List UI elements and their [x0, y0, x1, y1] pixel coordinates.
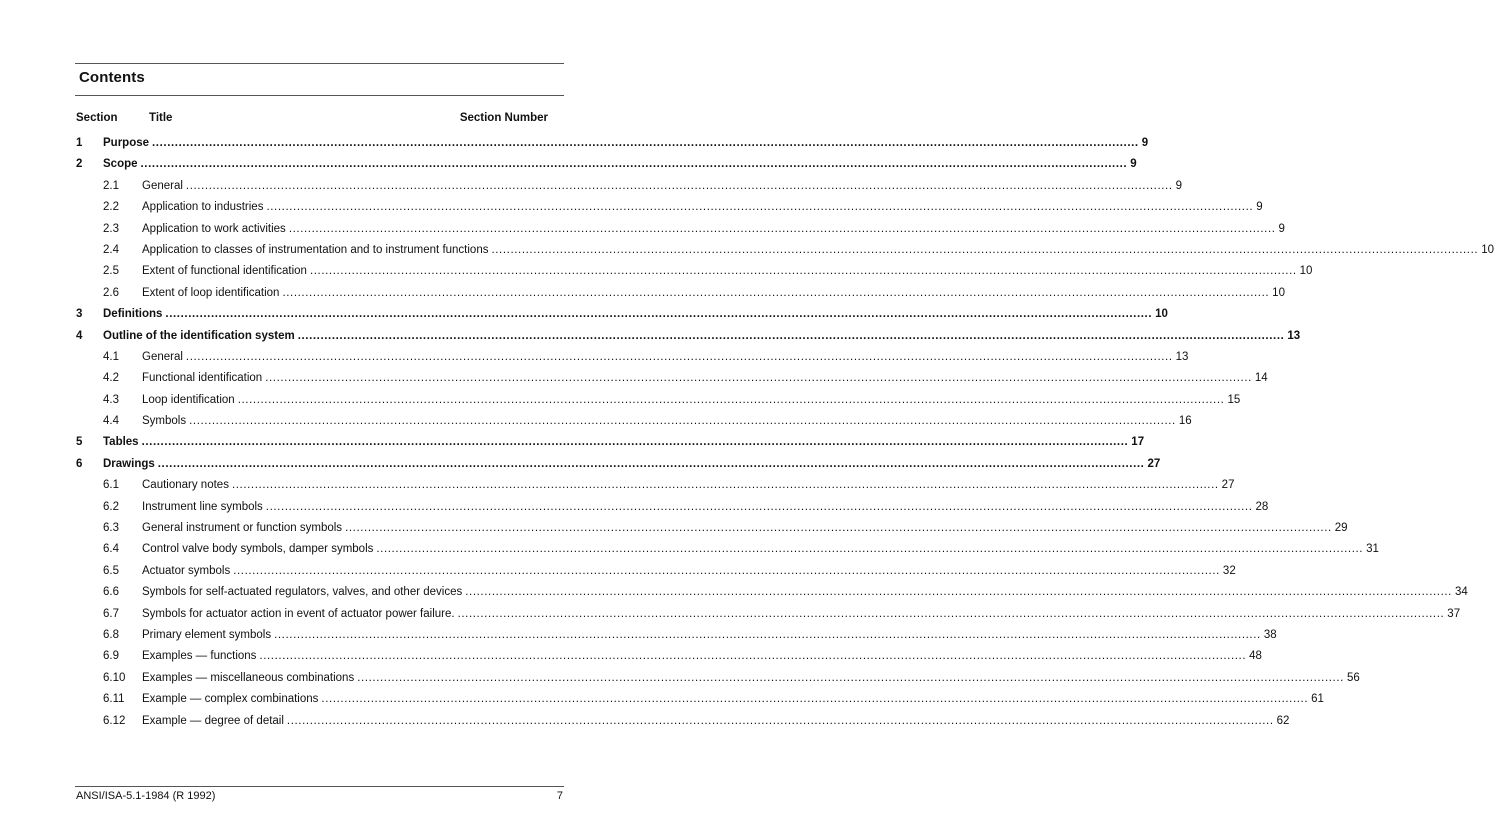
toc-entry-page: 9	[1141, 137, 1149, 149]
toc-entry-line	[142, 585, 1468, 599]
toc-entry[interactable]	[0, 390, 1241, 411]
dot-leader: ....................................................................................................................................................................................................................................................................	[266, 201, 1254, 214]
dot-leader: ....................................................................................................................................................................................................................................................................	[152, 137, 1139, 149]
toc-entry[interactable]	[0, 261, 1313, 282]
toc-entry-line	[142, 671, 1360, 685]
dot-leader: ....................................................................................................................................................................................................................................................................	[288, 222, 1276, 235]
footer-document-id: ANSI/ISA-5.1-1984 (R 1992)	[76, 790, 216, 802]
toc-entry-line	[103, 329, 1301, 343]
toc-entry-page: 61	[1311, 693, 1324, 706]
toc-entry-number: 2	[76, 158, 83, 171]
toc-entry[interactable]	[0, 711, 1290, 732]
toc-entry-page: 34	[1454, 586, 1468, 599]
dot-leader: ....................................................................................................................................................................................................................................................................	[457, 607, 1445, 620]
toc-entry-line	[142, 371, 1268, 385]
toc-entry-page: 9	[1278, 222, 1285, 235]
toc-entry-number: 4.2	[103, 372, 119, 385]
toc-entry-title: Example — degree of detail	[142, 714, 284, 727]
toc-entry-page: 10	[1299, 265, 1313, 278]
toc-entry-title: Outline of the identification system	[103, 329, 295, 342]
toc-entry-title: Application to classes of instrumentation and to instrument functions	[142, 243, 489, 256]
dot-leader: ....................................................................................................................................................................................................................................................................	[265, 372, 1252, 385]
toc-entry-title: Actuator symbols	[142, 564, 231, 577]
toc-entry-page: 15	[1227, 393, 1241, 406]
dot-leader: ....................................................................................................................................................................................................................................................................	[141, 436, 1129, 449]
toc-entry-page: 48	[1249, 650, 1262, 663]
toc-entry[interactable]	[0, 454, 1161, 475]
toc-entry-title: Functional identification	[142, 372, 263, 385]
toc-entry-page: 62	[1276, 714, 1290, 727]
toc-entry-page: 27	[1147, 457, 1161, 470]
toc-entry-title: General instrument or function symbols	[142, 522, 343, 535]
toc-entry-page: 17	[1131, 436, 1145, 449]
toc-entry-title: General	[142, 350, 183, 363]
toc-entry-title: Tables	[103, 436, 139, 449]
column-header-title: Title	[149, 112, 173, 124]
dot-leader: ....................................................................................................................................................................................................................................................................	[282, 286, 1270, 299]
toc-entry-page: 14	[1254, 372, 1268, 385]
toc-entry-title: Cautionary notes	[142, 479, 229, 492]
toc-entry-number: 3	[76, 308, 83, 321]
toc-entry-title: Control valve body symbols, damper symbols	[142, 543, 374, 556]
toc-entry-number: 6.5	[103, 564, 119, 577]
dot-leader: ....................................................................................................................................................................................................................................................................	[297, 329, 1285, 342]
toc-entry-number: 2.6	[103, 286, 119, 299]
toc-entry-title: Definitions	[103, 308, 163, 321]
toc-entry[interactable]	[0, 432, 1145, 453]
toc-entry-page: 28	[1255, 500, 1269, 513]
dot-leader: ....................................................................................................................................................................................................................................................................	[376, 543, 1364, 556]
toc-entry-number: 4.4	[103, 415, 119, 428]
dot-leader: ....................................................................................................................................................................................................................................................................	[231, 479, 1219, 492]
toc-entry[interactable]	[0, 646, 1262, 667]
toc-entry-page: 31	[1366, 543, 1379, 556]
toc-entry-line	[142, 179, 1183, 193]
toc-entry-number: 5	[76, 436, 83, 449]
dot-leader: ....................................................................................................................................................................................................................................................................	[165, 308, 1153, 321]
toc-entry[interactable]	[0, 497, 1269, 518]
footer-page-number: 7	[556, 790, 563, 802]
dot-leader: ....................................................................................................................................................................................................................................................................	[465, 586, 1452, 599]
toc-entry[interactable]	[0, 304, 1168, 325]
toc-entry-line	[142, 500, 1269, 514]
toc-entry-page: 9	[1175, 179, 1183, 192]
dot-leader: ....................................................................................................................................................................................................................................................................	[185, 350, 1173, 363]
table-of-contents	[0, 133, 1494, 732]
toc-entry-number: 2.5	[103, 265, 119, 278]
toc-entry-page: 9	[1130, 158, 1137, 171]
toc-entry-title: Example — complex combinations	[142, 693, 319, 706]
toc-entry-line	[142, 264, 1313, 278]
toc-entry-page: 27	[1221, 479, 1235, 492]
dot-leader: ....................................................................................................................................................................................................................................................................	[286, 714, 1274, 727]
dot-leader: ....................................................................................................................................................................................................................................................................	[491, 243, 1479, 256]
toc-entry-line	[142, 564, 1236, 578]
toc-entry-title: Extent of functional identification	[142, 265, 307, 278]
toc-entry-line	[142, 714, 1290, 728]
dot-leader: ....................................................................................................................................................................................................................................................................	[140, 158, 1128, 171]
dot-leader: ....................................................................................................................................................................................................................................................................	[309, 265, 1297, 278]
toc-entry-page: 10	[1155, 308, 1168, 321]
toc-entry-title: Extent of loop identification	[142, 286, 280, 299]
toc-entry[interactable]	[0, 154, 1137, 175]
toc-entry-number: 6.11	[103, 693, 125, 706]
dot-leader: ....................................................................................................................................................................................................................................................................	[189, 415, 1176, 428]
toc-entry-title: Purpose	[103, 137, 150, 149]
toc-entry[interactable]	[0, 625, 1277, 646]
top-rule	[75, 63, 564, 64]
toc-entry[interactable]	[0, 518, 1348, 539]
toc-entry-number: 2.2	[103, 201, 119, 214]
toc-entry-title: Symbols	[142, 415, 187, 428]
column-header-section-number: Section Number	[459, 112, 548, 124]
dot-leader: ....................................................................................................................................................................................................................................................................	[274, 628, 1261, 641]
dot-leader: ....................................................................................................................................................................................................................................................................	[265, 500, 1253, 513]
toc-entry-page: 32	[1222, 564, 1236, 577]
toc-entry-title: Scope	[103, 158, 138, 171]
toc-entry-title: Examples — miscellaneous combinations	[142, 671, 355, 684]
toc-entry[interactable]	[0, 240, 1494, 261]
dot-leader: ....................................................................................................................................................................................................................................................................	[157, 457, 1145, 470]
toc-entry[interactable]	[0, 689, 1324, 710]
toc-entry[interactable]	[0, 411, 1192, 432]
toc-entry-line	[142, 521, 1348, 535]
toc-entry-title: Application to work activities	[142, 222, 286, 235]
toc-entry-line	[103, 136, 1149, 150]
toc-entry-line	[142, 222, 1285, 236]
toc-entry[interactable]	[0, 582, 1468, 603]
toc-entry-title: Instrument line symbols	[142, 500, 263, 513]
toc-entry-page: 38	[1263, 628, 1277, 641]
toc-entry-page: 13	[1175, 350, 1189, 363]
toc-entry-title: Symbols for actuator action in event of actuator power failure.	[142, 607, 455, 620]
toc-entry-number: 6.8	[103, 628, 119, 641]
toc-entry-number: 6.12	[103, 714, 126, 727]
toc-entry-number: 2.3	[103, 222, 119, 235]
toc-entry-line	[142, 243, 1494, 257]
toc-entry-title: General	[142, 179, 183, 192]
toc-entry-number: 6.4	[103, 543, 119, 556]
toc-entry-number: 6.2	[103, 500, 119, 513]
toc-entry-number: 6.9	[103, 650, 119, 663]
toc-entry-line	[142, 649, 1262, 663]
toc-entry-number: 2.4	[103, 243, 119, 256]
toc-entry[interactable]	[0, 668, 1360, 689]
dot-leader: ....................................................................................................................................................................................................................................................................	[357, 671, 1344, 684]
toc-entry-page: 16	[1178, 415, 1192, 428]
toc-entry-title: Examples — functions	[142, 650, 257, 663]
toc-entry-page: 10	[1272, 286, 1285, 299]
toc-entry-number: 6.10	[103, 671, 126, 684]
dot-leader: ....................................................................................................................................................................................................................................................................	[185, 179, 1173, 192]
toc-entry[interactable]	[0, 475, 1235, 496]
toc-entry-line	[142, 393, 1241, 407]
toc-entry-line	[103, 435, 1145, 449]
dot-leader: ....................................................................................................................................................................................................................................................................	[321, 693, 1309, 706]
toc-entry-title: Application to industries	[142, 201, 264, 214]
dot-leader: ....................................................................................................................................................................................................................................................................	[233, 564, 1220, 577]
toc-entry-number: 2.1	[103, 179, 119, 192]
toc-entry-number: 6.1	[103, 479, 119, 492]
toc-entry-page: 37	[1447, 607, 1461, 620]
toc-entry[interactable]	[0, 368, 1268, 389]
toc-entry-number: 4.3	[103, 393, 119, 406]
toc-entry-page: 13	[1287, 329, 1301, 342]
toc-entry-number: 6.7	[103, 607, 119, 620]
toc-entry-title: Primary element symbols	[142, 628, 272, 641]
toc-entry-number: 1	[76, 137, 83, 149]
toc-entry-line	[142, 414, 1192, 428]
toc-entry[interactable]	[0, 347, 1189, 368]
toc-entry[interactable]	[0, 219, 1285, 240]
toc-entry[interactable]	[0, 604, 1461, 625]
toc-entry-title: Loop identification	[142, 393, 235, 406]
toc-entry-line	[103, 457, 1161, 471]
dot-leader: ....................................................................................................................................................................................................................................................................	[237, 393, 1225, 406]
toc-entry-line	[142, 200, 1263, 214]
toc-entry-number: 4	[76, 329, 83, 342]
toc-entry[interactable]	[0, 326, 1301, 347]
toc-entry-number: 6	[76, 457, 83, 470]
toc-entry[interactable]	[0, 197, 1263, 218]
toc-entry[interactable]	[0, 561, 1236, 582]
toc-entry-number: 4.1	[103, 350, 119, 363]
toc-entry[interactable]	[0, 283, 1285, 304]
toc-entry-number: 6.6	[103, 586, 119, 599]
dot-leader: ....................................................................................................................................................................................................................................................................	[345, 522, 1332, 535]
toc-entry-page: 29	[1334, 522, 1348, 535]
title-rule	[75, 95, 564, 96]
toc-entry[interactable]	[0, 539, 1379, 560]
toc-entry-line	[142, 350, 1189, 364]
toc-entry-line	[142, 628, 1277, 642]
toc-entry[interactable]	[0, 176, 1183, 197]
toc-entry-number: 6.3	[103, 522, 119, 535]
toc-entry-line	[142, 607, 1461, 621]
toc-entry-line	[142, 542, 1379, 556]
toc-entry-title: Symbols for self-actuated regulators, valves, and other devices	[142, 586, 463, 599]
toc-entry-line	[142, 478, 1235, 492]
toc-entry-page: 9	[1256, 201, 1263, 214]
toc-entry[interactable]	[0, 133, 1149, 154]
toc-entry-title: Drawings	[103, 457, 155, 470]
toc-entry-page: 56	[1346, 671, 1360, 684]
toc-entry-page: 10	[1481, 243, 1494, 256]
column-header-section: Section	[76, 112, 118, 124]
page-title: Contents	[79, 69, 145, 86]
toc-entry-line	[142, 692, 1324, 706]
toc-entry-line	[142, 286, 1285, 300]
toc-entry-line	[103, 157, 1137, 171]
dot-leader: ....................................................................................................................................................................................................................................................................	[259, 650, 1247, 663]
toc-entry-line	[103, 307, 1168, 321]
footer-rule	[75, 786, 564, 787]
